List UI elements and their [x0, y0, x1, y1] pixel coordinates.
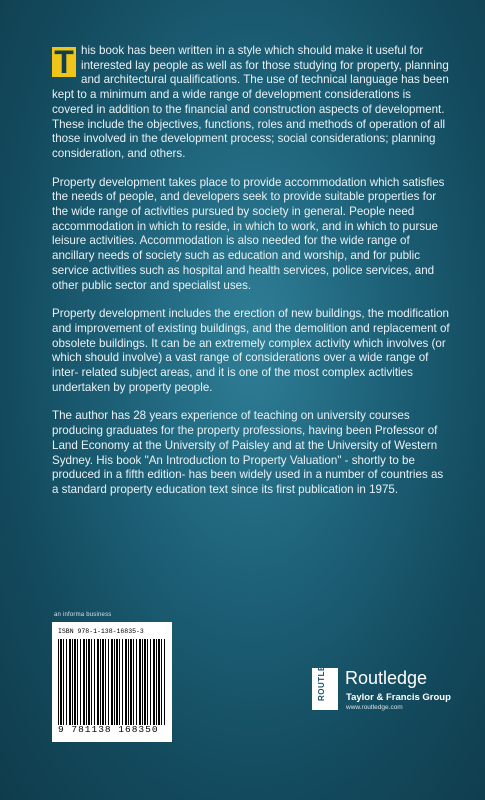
- isbn-barcode: [52, 622, 172, 742]
- blurb-paragraph-1: [52, 44, 450, 162]
- informa-tagline: an informa business: [54, 612, 112, 618]
- blurb-paragraph-2: Property development takes place to provide accommodation which satisfies the needs of people, and developers seek to provide suitable properties for the wide range of activities pursued by society in general. People need accommodation in which to reside, in which to work, and in which to pursue leisure activities. Accommodation is also needed for the wide range of ancillary needs of society such as education and worship, and for public service activities such as hospital and health services, police services, and other public sector and specialist uses.: [52, 175, 445, 292]
- publisher-url: www.routledge.com: [346, 704, 403, 711]
- blurb-paragraph-1-text: his book has been written in a style which should make it useful for interested lay people as well as for those studying for property, planning and architectural qualifications. The use of technical language has been kept to a minimum and a wide range of development considerations is covered in addition to the financial and construction aspects of development. These include the objectives, functions, roles and methods of operation of all those involved in the development process; social considerations; planning consideration, and others.: [52, 44, 449, 160]
- publisher-logo: [312, 646, 462, 712]
- isbn-digits: 9 781138 168350: [58, 724, 159, 735]
- blurb-paragraph-4: The author has 28 years experience of teaching on university courses producing graduates for the property professions, having been Professor of Land Economy at the University of Paisley and at the University of Western Sydney. His book "An Introduction to Property Valuation" - shortly to be produced in a fifth edition- has been widely used in a number of countries as a standard property education text since its first publication in 1975.: [52, 409, 444, 496]
- barcode-bars: [58, 639, 166, 725]
- publisher-name: Routledge: [345, 668, 428, 688]
- publisher-group: Taylor & Francis Group: [346, 692, 451, 703]
- blurb-paragraph-3: Property development includes the erection of new buildings, the modification and improvement of existing buildings, and the demolition and replacement of obsolete buildings. It can be an extremely complex activity which involves (or which should involve) a vast range of considerations over a wide range of inter- related subject areas, and it is one of the most complex activities undertaken by property people.: [52, 307, 450, 394]
- back-cover-blurb: [52, 44, 450, 512]
- drop-cap: T: [52, 47, 76, 77]
- routledge-logo-icon: [312, 646, 338, 710]
- routledge-mark-text: ROUTLEDGE: [317, 646, 326, 701]
- isbn-text: ISBN 978-1-138-16835-3: [58, 628, 144, 635]
